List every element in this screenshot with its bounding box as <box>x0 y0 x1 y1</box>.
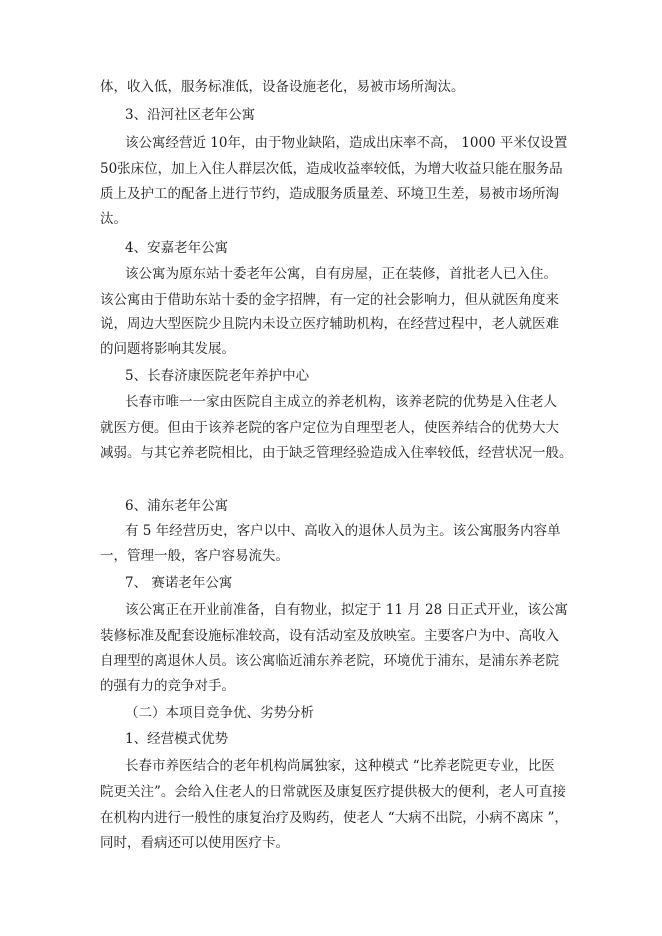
paragraph-line: 在机构内进行一般性的康复治疗及购药，使老人 “大病不出院，小病不离床 ”， <box>100 810 568 826</box>
paragraph-line: 长春市唯一一家由医院自主成立的养老机构，该养老院的优势是入住老人 <box>125 394 557 410</box>
paragraph-line: 减弱。与其它养老院相比，由于缺乏管理经验造成入住率较低，经营状况一般。 <box>100 445 573 461</box>
section-heading: 7、 赛诺老年公寓 <box>125 575 233 591</box>
section-heading: 6、浦东老年公寓 <box>125 498 229 514</box>
paragraph-line: 同时，看病还可以使用医疗卡。 <box>100 835 289 851</box>
section-heading: 5、长春济康医院老年养护中心 <box>125 368 310 384</box>
paragraph-line: 汰。 <box>100 211 127 227</box>
section-heading: 4、安嘉老年公寓 <box>125 240 229 256</box>
paragraph-line: 50张床位，加上入住人群层次低，造成收益率较低，为增大收益只能在服务品 <box>100 161 563 177</box>
paragraph-line: 该公寓经营近 10年，由于物业缺陷，造成出床率不高， 1000 平米仅设置 <box>125 135 568 151</box>
paragraph-line: 该公寓为原东站十委老年公寓，自有房屋，正在装修，首批老人已入住。 <box>125 266 557 282</box>
section-heading: 1、经营模式优势 <box>125 731 229 747</box>
paragraph-line: 该公寓由于借助东站十委的金字招牌，有一定的社会影响力，但从就医角度来 <box>100 292 559 308</box>
paragraph-line: 自理型的离退休人员。该公寓临近浦东养老院，环境优于浦东，是浦东养老院 <box>100 653 559 669</box>
paragraph-line: 有 5 年经营历史，客户以中、高收入的退休人员为主。该公寓服务内容单 <box>125 523 561 539</box>
section-heading: 3、沿河社区老年公寓 <box>125 107 256 123</box>
section-heading: （二）本项目竞争优、劣势分析 <box>125 705 314 721</box>
paragraph-line: 一，管理一般，客户容易流失。 <box>100 548 289 564</box>
paragraph-line: 说，周边大型医院少且院内未设立医疗辅助机构，在经营过程中，老人就医难 <box>100 316 559 332</box>
paragraph-line: 院更关注”。会给入住老人的日常就医及康复医疗提供极大的便利，老人可直接 <box>100 784 566 800</box>
paragraph-line: 体，收入低，服务标准低，设备设施老化，易被市场所淘汰。 <box>100 79 465 95</box>
paragraph-line: 的强有力的竞争对手。 <box>100 678 235 694</box>
paragraph-line: 长春市养医结合的老年机构尚属独家，这种模式 “比养老院更专业，比医 <box>125 758 555 774</box>
paragraph-line: 的问题将影响其发展。 <box>100 341 235 357</box>
paragraph-line: 装修标准及配套设施标准较高，设有活动室及放映室。主要客户为中、高收入 <box>100 628 559 644</box>
paragraph-line: 质上及护工的配备上进行节约，造成服务质量差、环境卫生差，易被市场所淘 <box>100 186 559 202</box>
paragraph-line: 就医方便。但由于该养老院的客户定位为自理型老人，使医养结合的优势大大 <box>100 420 559 436</box>
paragraph-line: 该公寓正在开业前准备，自有物业，拟定于 11 月 28 日正式开业，该公寓 <box>125 602 569 618</box>
